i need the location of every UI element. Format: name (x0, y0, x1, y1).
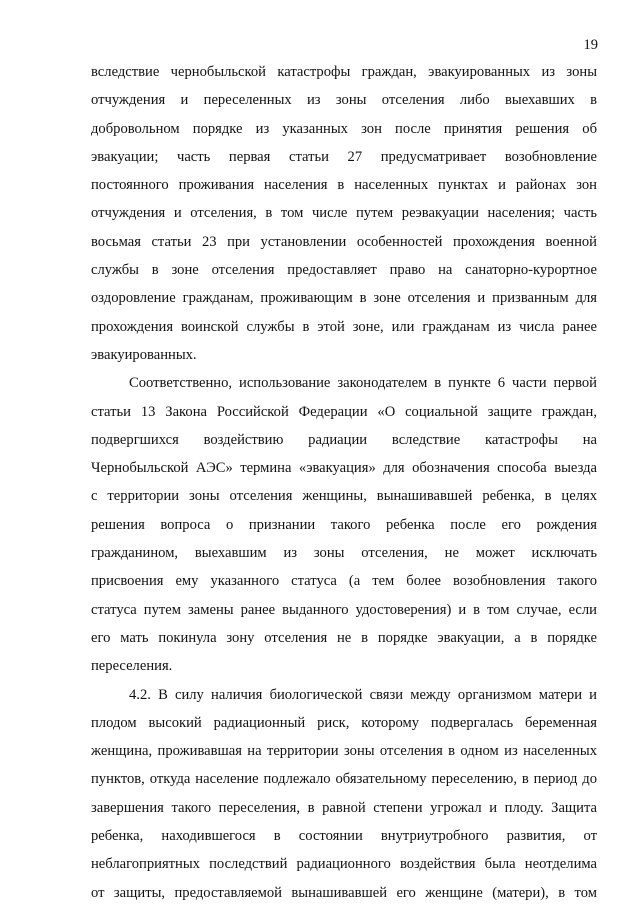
text-line: службы в зоне отселения предоставляет право на санаторно-курортное (91, 262, 597, 279)
text-line: пунктов, откуда население подлежало обязательному переселению, в период до (91, 771, 597, 788)
text-line: ребенка, находившегося в состоянии внутриутробного развития, от (91, 828, 597, 845)
text-line: плодом высокий радиационный риск, которому подвергалась беременная (91, 714, 597, 731)
text-line: отчуждения и отселения, в том числе путем реэвакуации населения; часть (91, 205, 597, 222)
text-line: присвоения ему указанного статуса (а тем более возобновления такого (91, 573, 597, 590)
paragraph-1 (91, 58, 597, 369)
text-line: неблагоприятных последствий радиационного воздействия была неотделима (91, 856, 597, 873)
text-line: завершения такого переселения, в равной степени угрожал и плоду. Защита (91, 799, 597, 816)
text-line: 4.2. В силу наличия биологической связи между организмом матери и (129, 686, 597, 703)
text-line: статьи 13 Закона Российской Федерации «О социальной защите граждан, (91, 403, 597, 420)
text-line: Соответственно, использование законодателем в пункте 6 части первой (129, 375, 597, 392)
text-line: эвакуированных. (91, 346, 197, 363)
document-body (91, 58, 597, 907)
text-line: постоянного проживания населения в населенных пунктах и районах зон (91, 177, 597, 194)
text-line: отчуждения и переселенных из зоны отселения либо выехавших в (91, 92, 597, 109)
text-line: эвакуации; часть первая статьи 27 предусматривает возобновление (91, 148, 597, 165)
text-line: с территории зоны отселения женщины, вынашивавшей ребенка, в целях (91, 488, 597, 505)
text-line: подвергшихся воздействию радиации вследствие катастрофы на (91, 431, 597, 448)
text-line: восьмая статьи 23 при установлении особенностей прохождения военной (91, 233, 597, 250)
text-line: вследствие чернобыльской катастрофы граждан, эвакуированных из зоны (91, 64, 597, 80)
text-line: статуса путем замены ранее выданного удостоверения) и в том случае, если (91, 601, 597, 618)
text-line: переселения. (91, 658, 173, 675)
text-line: женщина, проживавшая на территории зоны отселения в одном из населенных (91, 743, 597, 760)
text-line: Чернобыльской АЭС» термина «эвакуация» для обозначения способа выезда (91, 460, 597, 477)
text-line: оздоровление гражданам, проживающим в зоне отселения и призванным для (91, 290, 597, 307)
text-line: его мать покинула зону отселения не в порядке эвакуации, а в порядке (91, 629, 597, 646)
paragraph-3 (91, 681, 597, 907)
text-line: от защиты, предоставляемой вынашивавшей его женщине (матери), в том (91, 884, 597, 901)
paragraph-2 (91, 369, 597, 680)
text-line: добровольном порядке из указанных зон после принятия решения об (91, 120, 597, 137)
text-line: прохождения воинской службы в этой зоне, или гражданам из числа ранее (91, 318, 597, 335)
page-number: 19 (583, 37, 598, 53)
text-line: решения вопроса о признании такого ребенка после его рождения (91, 516, 597, 533)
text-line: гражданином, выехавшим из зоны отселения, не может исключать (91, 545, 597, 562)
